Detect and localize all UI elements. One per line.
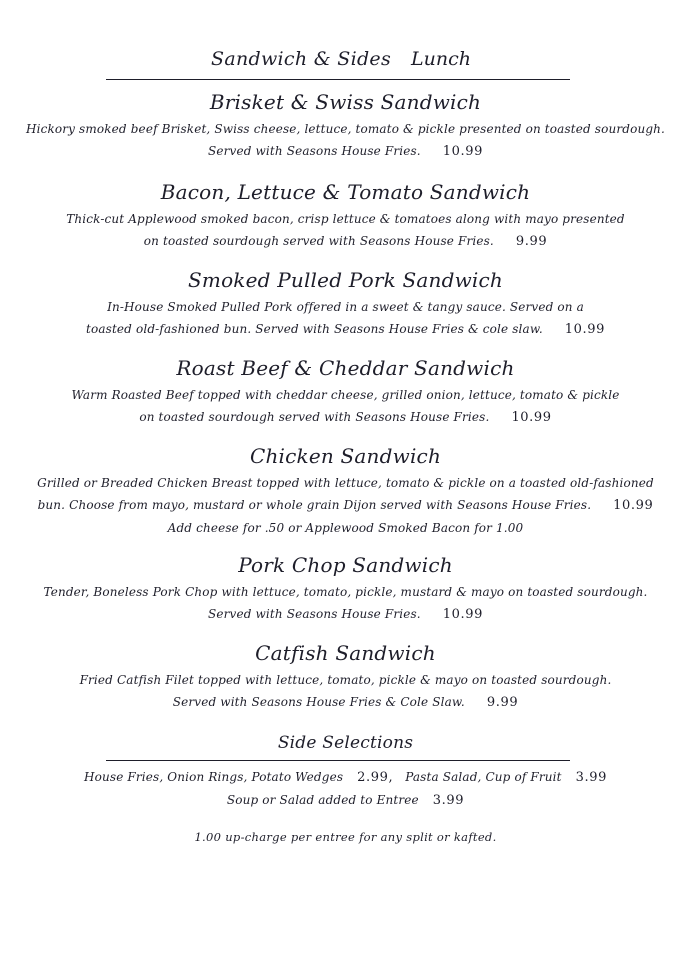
split-charge-note: 1.00 up-charge per entree for any split or kafted.	[194, 830, 497, 844]
item-description-line: Tender, Boneless Pork Chop with lettuce, tomato, pickle, mustard & mayo on toasted sourdough.	[43, 585, 648, 599]
item-description-line: Grilled or Breaded Chicken Breast topped with lettuce, tomato & pickle on a toasted old-fashioned	[37, 476, 654, 490]
item-description-text: Served with Seasons House Fries & Cole Slaw.	[172, 695, 465, 709]
item-price: 10.99	[564, 322, 606, 337]
item-description-line: Thick-cut Applewood smoked bacon, crisp lettuce & tomatoes along with mayo presented	[66, 212, 625, 226]
item-description-text: Served with Seasons House Fries.	[208, 144, 421, 158]
item-description-text: on toasted sourdough served with Seasons House Fries.	[143, 234, 494, 248]
item-price: 9.99	[515, 234, 548, 249]
item-description-line	[0, 230, 691, 253]
item-description	[0, 581, 691, 626]
menu-item-chicken	[0, 444, 691, 539]
item-description-line: In-House Smoked Pulled Pork offered in a sweet & tangy sauce. Served on a	[107, 300, 584, 314]
item-description-line	[0, 318, 691, 341]
item-description-line	[0, 406, 691, 429]
side-selections-lines	[0, 766, 691, 812]
item-title: Brisket & Swiss Sandwich	[209, 90, 482, 114]
item-description	[0, 118, 691, 163]
item-description-line	[0, 691, 691, 714]
item-title: Chicken Sandwich	[249, 444, 442, 468]
item-title: Smoked Pulled Pork Sandwich	[188, 268, 503, 292]
menu-item-catfish	[0, 641, 691, 714]
item-description-line	[0, 603, 691, 626]
item-description-text: Served with Seasons House Fries.	[208, 607, 421, 621]
side-selections-section	[0, 731, 691, 755]
item-price: 9.99	[486, 695, 519, 710]
sides-line	[0, 766, 691, 789]
meal-label: Lunch	[411, 48, 471, 70]
item-price: 10.99	[442, 607, 483, 622]
item-price: 10.99	[511, 410, 552, 425]
item-title: Roast Beef & Cheddar Sandwich	[176, 356, 515, 380]
menu-title: Sandwich & Sides	[211, 48, 392, 70]
menu-item-roast-beef	[0, 356, 691, 429]
menu-item-blt	[0, 180, 691, 253]
item-description-line: Add cheese for .50 or Applewood Smoked Bacon for 1.00	[167, 521, 524, 535]
item-description	[0, 384, 691, 429]
item-description-line	[0, 140, 691, 163]
sides-price: 2.99,	[357, 770, 394, 785]
item-title: Pork Chop Sandwich	[238, 553, 453, 577]
sides-text: Pasta Salad, Cup of Fruit	[405, 770, 562, 784]
item-description	[0, 296, 691, 341]
menu-item-brisket-swiss	[0, 90, 691, 163]
item-description-line	[0, 494, 691, 517]
side-selections-title: Side Selections	[277, 733, 414, 753]
sides-line	[0, 789, 691, 812]
item-description-text: toasted old-fashioned bun. Served with Seasons House Fries & cole slaw.	[85, 322, 543, 336]
sides-text: House Fries, Onion Rings, Potato Wedges	[84, 770, 344, 784]
side-selections-list	[0, 766, 691, 812]
item-description-text: on toasted sourdough served with Seasons House Fries.	[139, 410, 490, 424]
item-description-line: Fried Catfish Filet topped with lettuce, tomato, pickle & mayo on toasted sourdough.	[79, 673, 612, 687]
item-description-line: Hickory smoked beef Brisket, Swiss cheese, lettuce, tomato & pickle presented on toasted sourdough.	[26, 122, 665, 136]
item-price: 10.99	[613, 498, 654, 513]
item-title: Bacon, Lettuce & Tomato Sandwich	[160, 180, 531, 204]
item-description-text: bun. Choose from mayo, mustard or whole grain Dijon served with Seasons House Fries.	[37, 498, 592, 512]
sides-divider	[106, 760, 570, 761]
sides-price: 3.99	[575, 770, 607, 785]
menu-item-pork-chop	[0, 553, 691, 626]
item-description	[0, 208, 691, 253]
sides-text: Soup or Salad added to Entree	[226, 793, 419, 807]
sides-price: 3.99	[432, 793, 465, 808]
item-price: 10.99	[442, 144, 483, 159]
menu-item-pulled-pork	[0, 268, 691, 341]
header-divider	[106, 79, 570, 80]
item-description	[0, 669, 691, 714]
item-description-line: Warm Roasted Beef topped with cheddar cheese, grilled onion, lettuce, tomato & pickle	[71, 388, 620, 402]
item-title: Catfish Sandwich	[255, 641, 436, 665]
menu-header	[0, 48, 691, 76]
item-description	[0, 472, 691, 539]
